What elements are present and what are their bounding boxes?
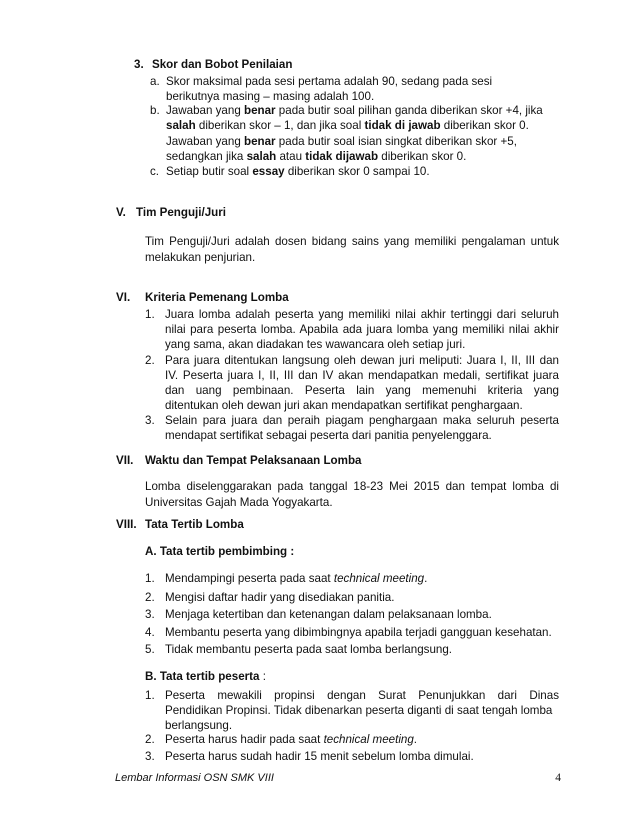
rule-b1-line-2: Pendidikan Propinsi. Tidak dibenarkan peserta diganti di saat tengah lomba	[165, 704, 553, 717]
rule-a5-number: 5.	[145, 643, 155, 656]
rule-b1-line-3: berlangsung.	[165, 719, 233, 732]
section-v-paragraph-line-2: melakukan penjurian.	[145, 251, 256, 264]
section-vii-paragraph-line-2: Universitas Gajah Mada Yogyakarta.	[145, 496, 333, 509]
rule-a2-text: Mengisi daftar hadir yang disediakan panitia.	[165, 591, 395, 604]
section-3-number: 3.	[134, 58, 144, 71]
item-a-marker: a.	[150, 75, 160, 88]
section-vi-number: VI.	[116, 291, 131, 304]
rule-a1-text: Mendampingi peserta pada saat technical meeting.	[165, 572, 428, 585]
rule-a2-number: 2.	[145, 591, 155, 604]
criteria-1-line-2: nilai para peserta lomba. Apabila ada juara lomba yang memiliki nilai akhir	[165, 323, 559, 336]
criteria-2-line-3: dan uang pembinaan. Peserta lain yang memenuhi kriteria yang	[165, 384, 559, 397]
section-3-title: Skor dan Bobot Penilaian	[152, 58, 293, 71]
section-viii-number: VIII.	[116, 518, 137, 531]
rule-b1-number: 1.	[145, 689, 155, 702]
item-b-line-4: sedangkan jika salah atau tidak dijawab diberikan skor 0.	[166, 150, 467, 163]
rule-b3-number: 3.	[145, 750, 155, 763]
section-viii-title: Tata Tertib Lomba	[145, 518, 244, 531]
criteria-3-line-1: Selain para juara dan peraih piagam penghargaan maka seluruh peserta	[165, 414, 559, 427]
rule-b2-text: Peserta harus hadir pada saat technical meeting.	[165, 733, 418, 746]
criteria-2-line-1: Para juara ditentukan langsung oleh dewan juri meliputi: Juara I, II, III dan	[165, 354, 559, 367]
rule-a3-text: Menjaga ketertiban dan ketenangan dalam pelaksanaan lomba.	[165, 608, 492, 621]
rule-b3-text: Peserta harus sudah hadir 15 menit sebelum lomba dimulai.	[165, 750, 474, 763]
footer-document-title: Lembar Informasi OSN SMK VIII	[115, 772, 274, 784]
criteria-3-line-2: mendapat sertifikat sebagai peserta dari panitia penyelenggara.	[165, 429, 492, 442]
rule-b1-line-1: Peserta mewakili propinsi dengan Surat Penunjukkan dari Dinas	[165, 689, 559, 702]
page-footer	[115, 772, 561, 784]
rule-b2-number: 2.	[145, 733, 155, 746]
section-vii-number: VII.	[116, 454, 134, 467]
rule-a3-number: 3.	[145, 608, 155, 621]
rule-a1-number: 1.	[145, 572, 155, 585]
criteria-1-number: 1.	[145, 308, 155, 321]
section-v-title: Tim Penguji/Juri	[136, 206, 226, 219]
item-a-line-1: Skor maksimal pada sesi pertama adalah 90, sedang pada sesi	[166, 75, 493, 88]
item-b-line-1: Jawaban yang benar pada butir soal pilihan ganda diberikan skor +4, jika	[166, 104, 543, 117]
criteria-3-number: 3.	[145, 414, 155, 427]
rule-a5-text: Tidak membantu peserta pada saat lomba berlangsung.	[165, 643, 453, 656]
criteria-2-number: 2.	[145, 354, 155, 367]
item-c-marker: c.	[150, 165, 160, 178]
criteria-2-line-2: IV. Peserta juara I, II, III dan IV akan mendapatkan medali, sertifikat juara	[165, 369, 559, 382]
item-c-line-1: Setiap butir soal essay diberikan skor 0 sampai 10.	[166, 165, 430, 178]
item-b-line-3: Jawaban yang benar pada butir soal isian singkat diberikan skor +5,	[166, 135, 517, 148]
criteria-1-line-3: yang sama, akan diadakan tes wawancara oleh setiap juri.	[165, 338, 466, 351]
section-v-number: V.	[116, 206, 126, 219]
subsection-a-title: A. Tata tertib pembimbing :	[145, 545, 295, 558]
item-a-line-2: berikutnya masing – masing adalah 100.	[166, 90, 375, 103]
section-vii-paragraph-line-1: Lomba diselenggarakan pada tanggal 18-23 Mei 2015 dan tempat lomba di	[145, 480, 559, 493]
item-b-line-2: salah diberikan skor – 1, dan jika soal tidak di jawab diberikan skor 0.	[166, 119, 529, 132]
section-v-paragraph-line-1: Tim Penguji/Juri adalah dosen bidang sains yang memiliki pengalaman untuk	[145, 235, 559, 248]
criteria-2-line-4: ditentukan oleh dewan juri akan mendapatkan sertifikat penghargaan.	[165, 399, 523, 412]
rule-a4-number: 4.	[145, 626, 155, 639]
page-number: 4	[555, 772, 561, 784]
criteria-1-line-1: Juara lomba adalah peserta yang memiliki nilai akhir tertinggi dari seluruh	[165, 308, 559, 321]
rule-a4-text: Membantu peserta yang dibimbingnya apabila terjadi gangguan kesehatan.	[165, 626, 552, 639]
item-b-marker: b.	[150, 104, 160, 117]
subsection-b-title: B. Tata tertib peserta :	[145, 670, 266, 683]
section-vi-title: Kriteria Pemenang Lomba	[145, 291, 289, 304]
section-vii-title: Waktu dan Tempat Pelaksanaan Lomba	[145, 454, 362, 467]
